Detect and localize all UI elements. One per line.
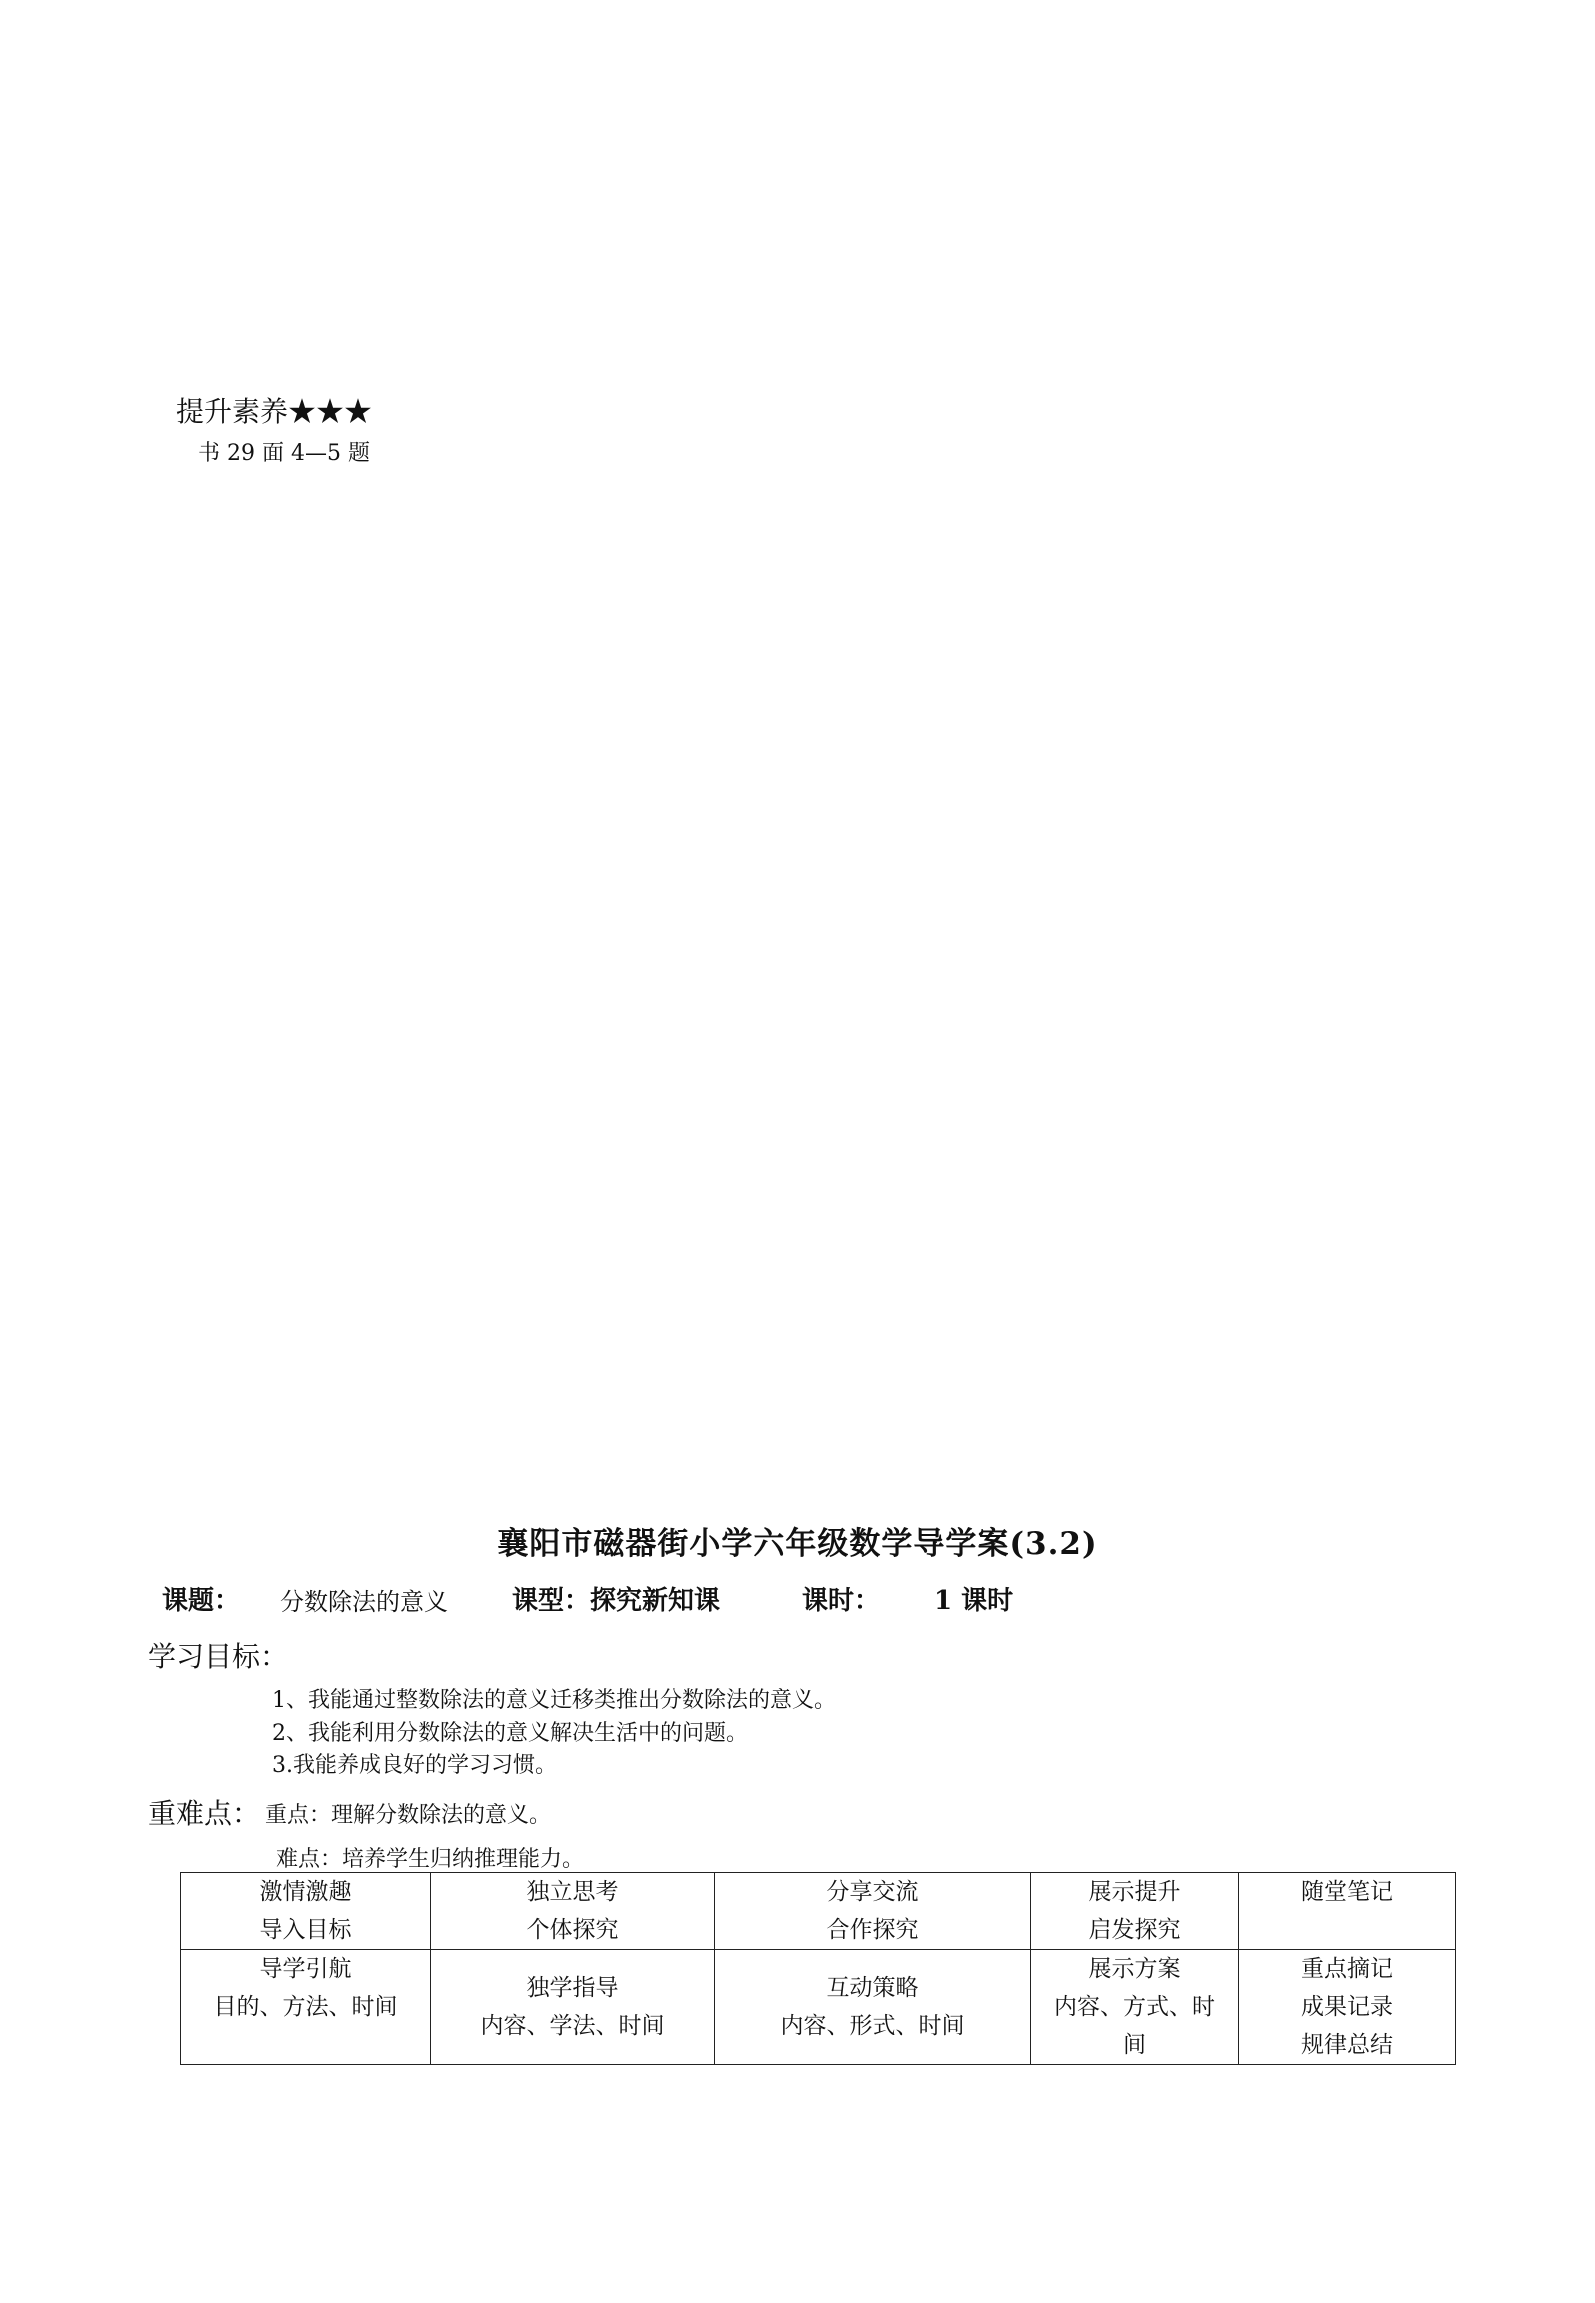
lesson-plan-table <box>180 1872 1456 2065</box>
lesson-type: 课型：探究新知课 <box>512 1586 721 1616</box>
table-cell: 激情激趣 导入目标 <box>181 1873 431 1950</box>
table-row <box>181 1873 1456 1950</box>
table-cell: 分享交流 合作探究 <box>715 1873 1031 1950</box>
table-cell: 随堂笔记 <box>1239 1873 1456 1950</box>
improve-section-title: 提升素养★★★ <box>176 395 373 428</box>
table-cell: 互动策略 内容、形式、时间 <box>715 1950 1031 2065</box>
document-title: 襄阳市磁器街小学六年级数学导学案(3.2) <box>497 1526 1098 1562</box>
learning-goal-item: 1、我能通过整数除法的意义迁移类推出分数除法的意义。 <box>272 1688 836 1713</box>
topic-label: 课题： <box>162 1586 241 1616</box>
table-cell: 导学引航 目的、方法、时间 <box>181 1950 431 2065</box>
table-cell: 独学指导 内容、学法、时间 <box>431 1950 715 2065</box>
difficulty-point-text: 难点：培养学生归纳推理能力。 <box>276 1847 585 1872</box>
table-cell: 独立思考 个体探究 <box>431 1873 715 1950</box>
key-difficult-label: 重难点： <box>148 1797 261 1830</box>
topic-value: 分数除法的意义 <box>280 1588 448 1616</box>
table-cell: 展示方案 内容、方式、时 间 <box>1031 1950 1239 2065</box>
improve-section-reference: 书 29 面 4—5 题 <box>198 441 370 466</box>
table-cell: 重点摘记 成果记录 规律总结 <box>1239 1950 1456 2065</box>
table-cell: 展示提升 启发探究 <box>1031 1873 1239 1950</box>
table-row <box>181 1950 1456 2065</box>
learning-goal-item: 2、我能利用分数除法的意义解决生活中的问题。 <box>272 1721 748 1746</box>
learning-goal-item: 3.我能养成良好的学习习惯。 <box>272 1753 557 1778</box>
hours-label: 课时： <box>802 1586 881 1616</box>
hours-value: 1 课时 <box>934 1586 1014 1616</box>
key-point-text: 重点：理解分数除法的意义。 <box>265 1803 552 1828</box>
learning-goals-label: 学习目标： <box>148 1640 289 1673</box>
